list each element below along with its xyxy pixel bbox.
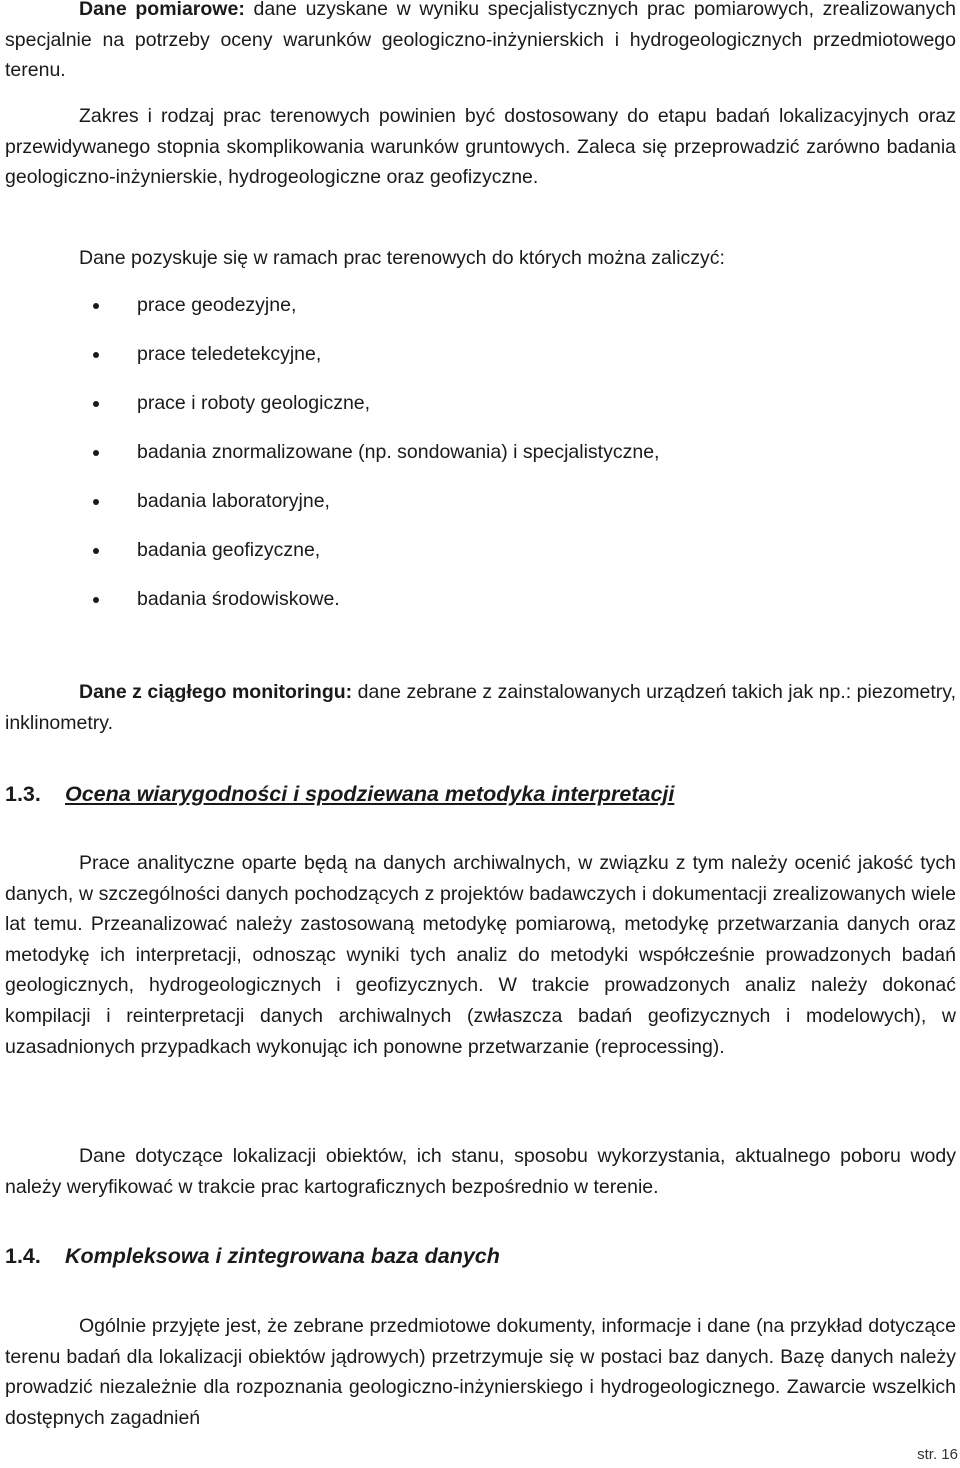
bullet-icon [93, 401, 99, 407]
list-lead-text: Dane pozyskuje się w ramach prac terenowych do których można zaliczyć: [79, 247, 725, 269]
paragraph-archival-analysis: Prace analityczne oparte będą na danych archiwalnych, w związku z tym należy ocenić jakość tych danych, w szczególności danych pochodzących z projektów badawczych i dokumentacji zrealizowanych wiele lat temu. Przeanalizować należy zastosowaną metodykę pomiarową, metodykę przetwarzania danych oraz metodykę ich interpretacji, odnosząc wyniki tych analiz do metodyki współcześnie prowadzonych badań geologicznych, hydrogeologicznych i geofizycznych. W trakcie prowadzonych analiz należy dokonać kompilacji i reinterpretacji danych archiwalnych (zwłaszcza badań geofizycznych i modelowych), w uzasadnionych przypadkach wykonując ich ponowne przetwarzanie (reprocessing). [5, 852, 956, 1058]
list-item: prace teledetekcyjne, [5, 339, 659, 388]
bullet-icon [93, 499, 99, 505]
section-heading-1-4: 1.4. Kompleksowa i zintegrowana baza danych [5, 1244, 500, 1268]
paragraph-monitoring-data [5, 677, 956, 738]
field-works-list [5, 290, 659, 633]
bullet-icon [93, 548, 99, 554]
paragraph-object-verification: Dane dotyczące lokalizacji obiektów, ich stanu, sposobu wykorzystania, aktualnego poboru wody należy weryfikować w trakcie prac kartograficznych bezpośrednio w terenie. [5, 1145, 956, 1198]
list-item: badania laboratoryjne, [5, 486, 659, 535]
bullet-icon [93, 352, 99, 358]
paragraph-measurement-data [5, 0, 956, 86]
page-number: str. 16 [917, 1446, 958, 1463]
definition-measurement-data: dane uzyskane w wyniku specjalistycznych prac pomiarowych, zrealizowanych specjalnie na potrzeby oceny warunków geologiczno-inżynierskich i hydrogeologicznych przedmiotowego terenu. [5, 0, 956, 82]
paragraph-field-works-scope: Zakres i rodzaj prac terenowych powinien być dostosowany do etapu badań lokalizacyjnych oraz przewidywanego stopnia skomplikowania warunków gruntowych. Zaleca się przeprowadzić zarówno badania geologiczno-inżynierskie, hydrogeologiczne oraz geofizyczne. [5, 105, 956, 189]
paragraph-database: Ogólnie przyjęte jest, że zebrane przedmiotowe dokumenty, informacje i dane (na przykład dotyczące terenu badań dla lokalizacji obiektów jądrowych) przetrzymuje się w postaci baz danych. Bazę danych należy prowadzić niezależnie dla rozpoznania geologiczno-inżynierskiego i hydrogeologicznego. Zawarcie wszelkich dostępnych zagadnień [5, 1315, 956, 1429]
list-item: badania geofizyczne, [5, 535, 659, 584]
list-item: prace geodezyjne, [5, 290, 659, 339]
list-item: prace i roboty geologiczne, [5, 388, 659, 437]
list-item: badania znormalizowane (np. sondowania) i specjalistyczne, [5, 437, 659, 486]
bullet-icon [93, 597, 99, 603]
section-title: Ocena wiarygodności i spodziewana metodyka interpretacji [65, 782, 675, 806]
definition-monitoring-data: dane zebrane z zainstalowanych urządzeń takich jak np.: piezometry, inklinometry. [5, 681, 957, 734]
list-item: badania środowiskowe. [5, 584, 659, 633]
term-measurement-data: Dane pomiarowe: [79, 0, 245, 20]
section-heading-1-3: 1.3. Ocena wiarygodności i spodziewana metodyka interpretacji [5, 782, 675, 806]
term-monitoring-data: Dane z ciągłego monitoringu: [79, 681, 353, 703]
section-title: Kompleksowa i zintegrowana baza danych [65, 1244, 500, 1268]
bullet-icon [93, 450, 99, 456]
bullet-icon [93, 303, 99, 309]
